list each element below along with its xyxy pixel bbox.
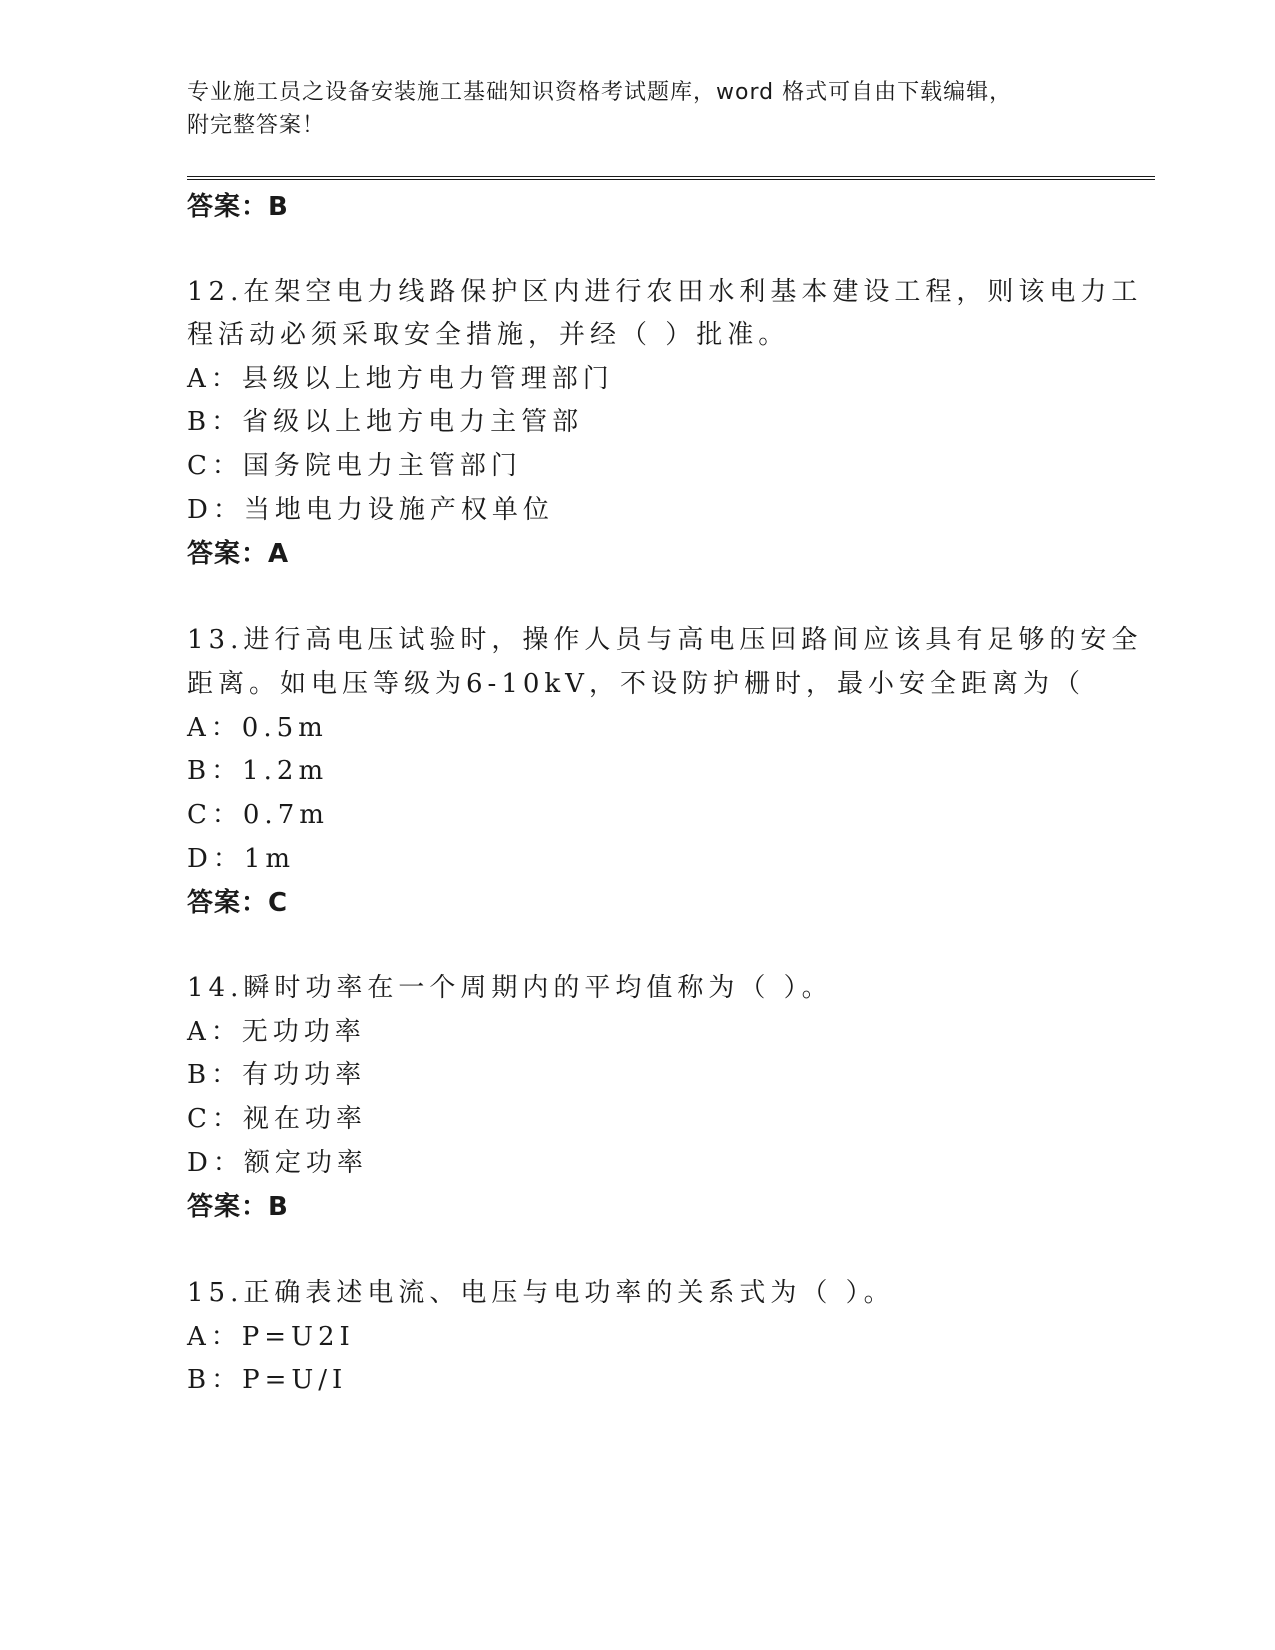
question-12-option-c: C：国务院电力主管部门 [187,451,522,481]
question-13-option-d: D：1m [187,844,296,874]
answer-q13: 答案：C [187,888,289,918]
question-14-option-a: A：无功功率 [187,1017,366,1047]
question-14-option-d: D：额定功率 [187,1148,368,1178]
answer-q12: 答案：A [187,539,290,569]
question-13-text-line-1: 13.进行高电压试验时，操作人员与高电压回路间应该具有足够的安全 [187,625,1143,655]
header-line-2: 附完整答案！ [187,113,326,138]
question-13-option-b: B：1.2m [187,756,329,786]
answer-q11: 答案：B [187,192,289,222]
answer-q14: 答案：B [187,1192,289,1222]
question-12-option-b: B：省级以上地方电力主管部 [187,407,584,437]
question-14-option-c: C：视在功率 [187,1104,367,1134]
document-header [187,76,1067,142]
question-14-option-b: B：有功功率 [187,1060,367,1090]
question-13-text-line-2: 距离。如电压等级为6-10kV，不设防护栅时，最小安全距离为（ [187,669,1085,699]
question-12-option-d: D：当地电力设施产权单位 [187,495,554,525]
question-15-text-line-1: 15.正确表述电流、电压与电功率的关系式为（ ）。 [187,1278,895,1308]
question-12-option-a: A：县级以上地方电力管理部门 [187,364,614,394]
question-12-text-line-1: 12.在架空电力线路保护区内进行农田水利基本建设工程，则该电力工 [187,277,1143,307]
header-double-rule [187,176,1155,180]
question-12-text-line-2: 程活动必须采取安全措施，并经（ ）批准。 [187,320,790,350]
question-15-option-b: B：P=U/I [187,1365,348,1395]
question-13-option-c: C：0.7m [187,800,329,830]
question-13-option-a: A：0.5m [187,713,328,743]
header-line-1: 专业施工员之设备安装施工基础知识资格考试题库，word 格式可自由下载编辑， [187,80,1013,105]
question-14-text-line-1: 14.瞬时功率在一个周期内的平均值称为（ ）。 [187,973,833,1003]
question-15-option-a: A：P=U2I [187,1322,355,1352]
